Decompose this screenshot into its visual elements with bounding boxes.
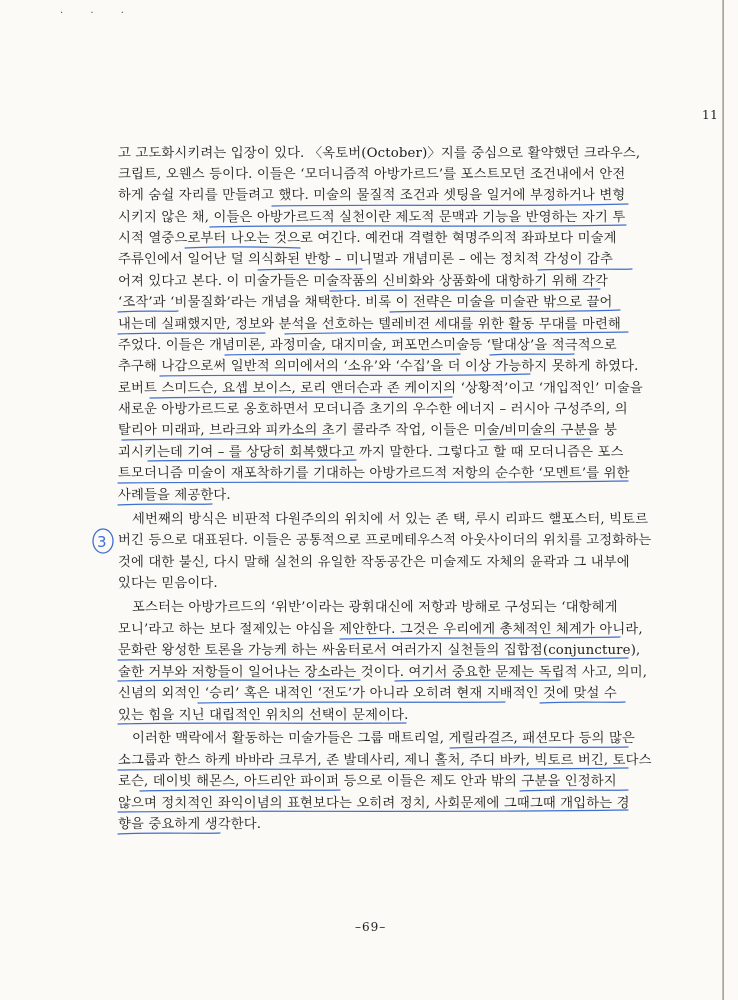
text-line: 크립트, 오웬스 등이다. 이들은 ‘모더니즘적 아방가르드’를 포스트모던 조건내에서 안전	[118, 167, 626, 182]
text-line: 추구해 나감으로써 일반적 의미에서의 ‘소유’와 ‘수집’을 더 이상 가능하지 못하게 하였다.	[118, 359, 639, 374]
text-line: 고 고도화시키려는 입장이 있다. 〈옥토버(October)〉지를 중심으로 활약했던 크라우스,	[118, 146, 641, 161]
text-line: 향을 중요하게 생각한다.	[118, 817, 262, 832]
text-line: 탈리아 미래파, 브라크와 피카소의 초기 콜라주 작업, 이들은 미술/비미술의 구분을 붕	[118, 423, 617, 438]
text-line: 포스터는 아방가르드의 ‘위반’이라는 광휘대신에 저항과 방해로 구성되는 ‘대항헤게	[132, 600, 618, 615]
text-line: 버긴 등으로 대표된다. 이들은 공통적으로 프로메테우스적 아웃사이더의 위치를 고정화하는	[118, 533, 652, 548]
text-line: 것에 대한 불신, 다시 말해 실천의 유일한 작동공간은 미술제도 자체의 윤곽과 그 내부에	[118, 555, 630, 570]
text-line: 내는데 실패했지만, 정보와 분석을 선호하는 텔레비젼 세대를 위한 활동 무대를 마련해	[118, 317, 621, 332]
text-line: 시적 열중으로부터 나오는 것으로 여긴다. 예컨대 격렬한 혁명주의적 좌파보다 미술계	[118, 231, 617, 246]
text-line: 모니’라고 하는 보다 절제있는 야심을 제안한다. 그것은 우리에게 총체적인 체계가 아니라,	[118, 622, 643, 637]
text-line: 로버트 스미드슨, 요셉 보이스, 로리 앤더슨과 존 케이지의 ‘상황적’이고 ‘개입적인’ 미술을	[118, 381, 643, 396]
text-line: 소그룹과 한스 하케 바바라 크루거, 존 발데사리, 제니 홀처, 주디 바카, 빅토르 버긴, 토다스	[118, 753, 652, 768]
text-line: 시키지 않은 채, 이들은 아방가르드적 실천이란 제도적 문맥과 기능을 반영하는 자기 투	[118, 210, 626, 225]
text-line: 새로운 아방가르드로 옹호하면서 모더니즘 초기의 우수한 에너지 – 러시아 구성주의, 의	[118, 402, 628, 417]
text-line: 주었다. 이들은 개념미론, 과정미술, 대지미술, 퍼포먼스미술등 ‘탈대상’을 적극적으로	[118, 338, 617, 353]
text-line: 신념의 외적인 ‘승리’ 혹은 내적인 ‘전도’가 아니라 오히려 현재 지배적인 것에 맞설 수	[118, 686, 617, 701]
page-number-top: 11	[702, 108, 719, 122]
text-line: 이러한 맥락에서 활동하는 미술가들은 그룹 매트리얼, 게릴라걸즈, 패션모다 등의 많은	[132, 731, 635, 746]
text-line: 하게 숨쉴 자리를 만들려고 했다. 미술의 물질적 조건과 셋팅을 일거에 부정하거나 변형	[118, 188, 626, 203]
text-line: 어져 있다고 본다. 이 미술가들은 미술작품의 신비화와 상품화에 대항하기 위해 각각	[118, 274, 608, 289]
scan-specks: · · ·	[60, 8, 136, 19]
margin-mark-text: 3	[97, 533, 107, 551]
text-line: 문화란 왕성한 토론을 가능케 하는 싸움터로서 여러가지 실천들의 집합점(conjuncture),	[118, 643, 641, 658]
text-line: 세번째의 방식은 비판적 다원주의의 위치에 서 있는 존 택, 루시 리파드 핼포스터, 빅토르	[132, 512, 649, 527]
text-line: 주류인에서 일어난 덜 의식화된 반항 – 미니멀과 개념미론 – 에는 정치적 각성이 감추	[118, 252, 613, 267]
text-line: 사례들을 제공한다.	[118, 488, 231, 503]
text-line: 않으며 정치적인 좌익이념의 표현보다는 오히려 정치, 사회문제에 그때그때 개입하는 경	[118, 796, 630, 811]
text-line: 술한 거부와 저항들이 일어나는 장소라는 것이다. 여기서 중요한 문제는 독립적 사고, 의미,	[118, 665, 648, 680]
page-number-bottom: –69–	[355, 920, 387, 934]
text-line: 있는 힘을 지닌 대립적인 위치의 선택이 문제이다.	[118, 708, 409, 723]
text-line: ‘조작’과 ‘비물질화’라는 개념을 채택한다. 비록 이 전략은 미술을 미술관 밖으로 끌어	[118, 295, 613, 310]
text-line: 있다는 믿음이다.	[118, 576, 218, 591]
text-line: 괴시키는데 기여 – 를 상당히 회복했다고 까지 말한다. 그렇다고 할 때 모더니즘은 포스	[118, 445, 624, 460]
text-line: 로슨, 데이빗 해몬스, 아드리안 파이퍼 등으로 이들은 제도 안과 밖의 구분을 인정하지	[118, 774, 617, 789]
text-line: 트모더니즘 미술이 재포착하기를 기대하는 아방가르드적 저항의 순수한 ‘모멘트’를 위한	[118, 466, 630, 481]
